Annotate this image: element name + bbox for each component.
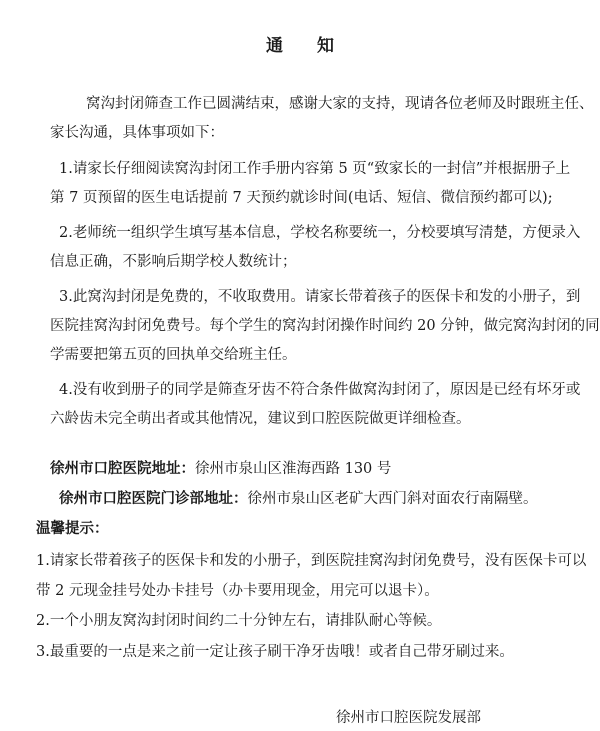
item-1-line-2: 第 7 页预留的医生电话提前 7 天预约就诊时间(电话、短信、微信预约都可以); <box>50 190 553 206</box>
clinic-address <box>59 485 538 514</box>
tip-2: 2.一个小朋友窝沟封闭时间约二十分钟左右，请排队耐心等候。 <box>36 613 442 629</box>
notice-title: 通 知 <box>266 36 334 56</box>
clinic-address-label: 徐州市口腔医院门诊部地址： <box>59 491 248 507</box>
intro-line-2: 家长沟通，具体事项如下： <box>50 125 224 141</box>
signature: 徐州市口腔医院发展部 <box>336 710 481 726</box>
item-3-line-3: 学需要把第五页的回执单交给班主任。 <box>50 347 297 363</box>
tips-heading: 温馨提示： <box>36 521 109 537</box>
item-4-line-2: 六龄齿未完全萌出者或其他情况，建议到口腔医院做更详细检查。 <box>50 411 471 427</box>
tip-3: 3.最重要的一点是来之前一定让孩子刷干净牙齿哦！或者自己带牙刷过来。 <box>36 644 514 660</box>
clinic-address-value: 徐州市泉山区老矿大西门斜对面农行南隔壁。 <box>247 491 538 507</box>
item-2-line-1: 2.老师统一组织学生填写基本信息，学校名称要统一，分校要填写清楚，方便录入 <box>59 225 581 241</box>
item-3-line-1: 3.此窝沟封闭是免费的，不收取费用。请家长带着孩子的医保卡和发的小册子，到 <box>59 289 581 305</box>
tip-1-line-1: 1.请家长带着孩子的医保卡和发的小册子，到医院挂窝沟封闭免费号，没有医保卡可以 <box>36 553 587 569</box>
intro-line-1: 窝沟封闭筛查工作已圆满结束，感谢大家的支持，现请各位老师及时跟班主任、 <box>86 96 594 112</box>
tip-1-line-2: 带 2 元现金挂号处办卡挂号（办卡要用现金，用完可以退卡）。 <box>36 583 439 599</box>
item-3-line-2: 医院挂窝沟封闭免费号。每个学生的窝沟封闭操作时间约 20 分钟，做完窝沟封闭的同 <box>50 318 600 334</box>
item-2-line-2: 信息正确，不影响后期学校人数统计； <box>50 254 297 270</box>
hospital-address <box>50 455 391 484</box>
item-1-line-1: 1.请家长仔细阅读窝沟封闭工作手册内容第 5 页“致家长的一封信”并根据册子上 <box>59 161 571 177</box>
item-4-line-1: 4.没有收到册子的同学是筛查牙齿不符合条件做窝沟封闭了，原因是已经有坏牙或 <box>59 382 581 398</box>
hospital-address-value: 徐州市泉山区淮海西路 130 号 <box>195 461 392 477</box>
hospital-address-label: 徐州市口腔医院地址： <box>50 461 195 477</box>
